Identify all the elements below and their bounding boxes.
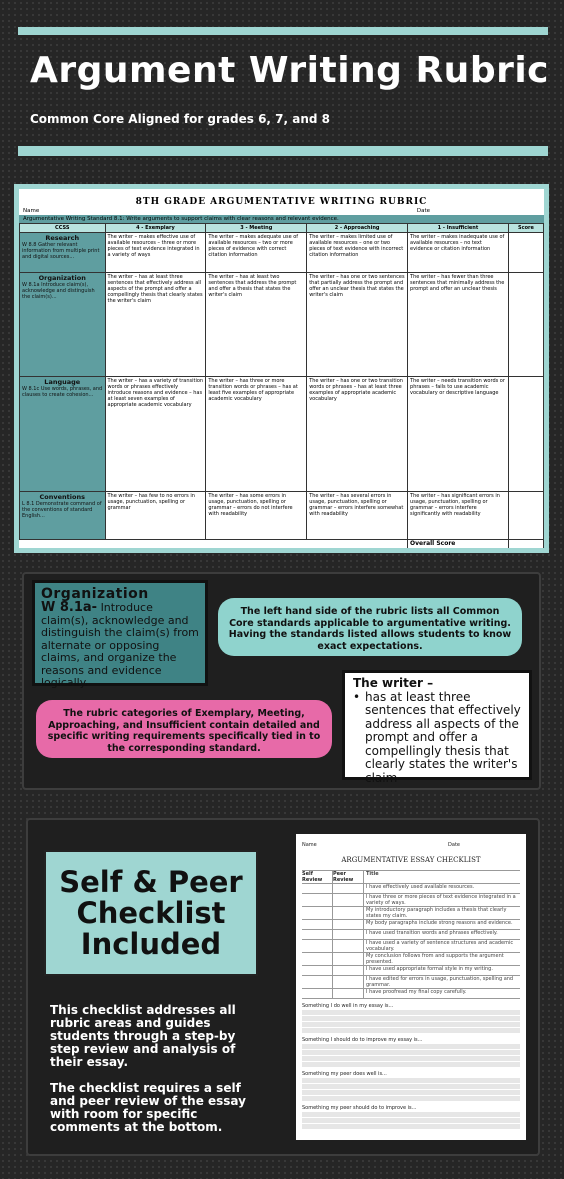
sheet-col-header: Title	[366, 871, 379, 877]
col-header: Score	[508, 224, 543, 233]
score-cell	[508, 377, 543, 492]
checklist-item-text: I have used transition words and phrases effectively.	[366, 930, 498, 936]
checklist-item-text: I have effectively used available resources.	[366, 884, 475, 890]
checklist-item	[302, 965, 520, 975]
rubric-cell: The writer – has at least three sentences that effectively address all aspects of the prompt and offer a compellingly thesis that clearly states the writer's claim	[105, 273, 206, 377]
rubric-cell: The writer – makes inadequate use of available resources – no text evidence or citation information	[408, 233, 509, 273]
comment-section	[302, 1003, 520, 1129]
checklist-item	[302, 883, 520, 893]
comment-prompt: Something my peer does well is...	[302, 1071, 387, 1077]
checklist-title: Self & Peer Checklist Included	[59, 864, 243, 961]
category-standard: W 8.8 Gather relevant information from multiple print and digital sources...	[22, 242, 100, 260]
checklist-item	[302, 906, 520, 919]
rubric-title: 8TH GRADE ARGUMENTATIVE WRITING RUBRIC	[135, 197, 428, 207]
header-top-bar	[18, 27, 548, 35]
checklist-item-text: My introductory paragraph includes a thesis that clearly states my claim.	[366, 907, 507, 919]
checklist-item	[302, 988, 520, 999]
sheet-col-header: Peer Review	[333, 871, 364, 883]
checklist-item-text: I have used a variety of sentence structures and academic vocabulary.	[366, 940, 514, 952]
rubric-frame	[14, 184, 549, 553]
rubric-header-row	[20, 224, 544, 233]
overall-label: Overall Score	[408, 540, 509, 549]
checklist-item	[302, 893, 520, 906]
writer-heading: The writer –	[353, 676, 434, 690]
teal-callout-bubble	[218, 598, 522, 656]
category-cell	[20, 492, 106, 540]
checklist-item	[302, 939, 520, 952]
name-label: Name	[23, 208, 40, 214]
checklist-description-2: The checklist requires a self and peer review of the essay with room for specific comments at the bottom.	[50, 1081, 246, 1134]
rubric-cell: The writer – has significant errors in usage, punctuation, spelling or grammar – errors interfere significantly with readability	[408, 492, 509, 540]
checklist-item-text: My body paragraphs include strong reasons and evidence.	[366, 920, 513, 926]
checklist-description-1: This checklist addresses all rubric areas and guides students through a step-by step review and analysis of their essay.	[50, 1003, 236, 1069]
bullet-icon: •	[353, 689, 361, 704]
rubric-cell: The writer – makes effective use of available resources – three or more pieces of text evidence integrated in a variety of ways	[105, 233, 206, 273]
checklist-item-text: I have used appropriate formal style in my writing.	[366, 966, 493, 972]
rubric-cell: The writer – makes limited use of available resources – one or two pieces of text evidence with incorrect citation information	[307, 233, 408, 273]
category-name: Organization	[38, 274, 86, 282]
organization-excerpt	[32, 580, 208, 689]
rubric-cell: The writer – has fewer than three sentences that minimally address the prompt and offer an unclear thesis	[408, 273, 509, 377]
writer-bullet	[353, 691, 521, 786]
teal-callout-text: The left hand side of the rubric lists all Common Core standards applicable to argumentative writing. Having the standards listed allows students to know exact expectations.	[228, 606, 512, 652]
rubric-cell: The writer – has three or more transition words or phrases – has at least five examples of appropriate academic vocabulary	[206, 377, 307, 492]
comment-prompt: Something I should do to improve my essay is...	[302, 1037, 423, 1043]
score-cell	[508, 273, 543, 377]
rubric-row	[20, 377, 544, 492]
checklist-item	[302, 929, 520, 939]
rubric-name-date	[19, 207, 544, 215]
checklist-title-box	[44, 850, 258, 976]
sheet-name-label: Name	[302, 842, 317, 848]
rubric-cell: The writer – makes adequate use of available resources – two or more pieces of evidence with correct citation information	[206, 233, 307, 273]
comment-prompt: Something I do well in my essay is...	[302, 1003, 394, 1009]
category-standard: W 8.1a Introduce claim(s), acknowledge and distinguish the claim(s)...	[22, 282, 95, 300]
checklist-item	[302, 975, 520, 988]
rubric-cell: The writer – has few to no errors in usage, punctuation, spelling or grammar	[105, 492, 206, 540]
score-cell	[508, 492, 543, 540]
col-header: 1 - Insufficient	[408, 224, 509, 233]
rubric-sheet	[19, 189, 544, 548]
checklist-item-text: I have three or more pieces of text evidence integrated in a variety of ways.	[366, 894, 516, 906]
checklist-sheet	[296, 834, 526, 1140]
category-name: Conventions	[39, 493, 85, 501]
sheet-title: ARGUMENTATIVE ESSAY CHECKLIST	[341, 856, 481, 864]
checklist-item-text: My conclusion follows from and supports the argument presented.	[366, 953, 504, 965]
date-label: Date	[416, 208, 430, 214]
checklist-item-text: I have edited for errors in usage, punctuation, spelling and grammar.	[366, 976, 514, 988]
sheet-name-date	[302, 842, 520, 848]
checklist-item	[302, 919, 520, 929]
writer-excerpt	[342, 670, 532, 785]
checklist-item	[302, 952, 520, 965]
organization-heading: Organization	[41, 586, 149, 602]
category-name: Language	[44, 378, 81, 386]
comment-prompt: Something my peer should do to improve is...	[302, 1105, 417, 1111]
category-standard: W 8.1c Use words, phrases, and clauses to create cohesion...	[22, 386, 103, 398]
organization-text: Introduce claim(s), acknowledge and distinguish the claim(s) from alternate or opposing claims, and organize the reasons and evidence logically.	[41, 601, 199, 689]
writer-text: has at least three sentences that effectively address all aspects of the prompt and offer a compellingly thesis that clearly states the writer's claim	[365, 689, 521, 785]
rubric-cell: The writer – has some errors in usage, punctuation, spelling or grammar – errors do not interfere with readability	[206, 492, 307, 540]
overall-score-cell	[508, 540, 543, 549]
pink-callout-text: The rubric categories of Exemplary, Meeting, Approaching, and Insufficient contain detailed and specific writing requirements specifically tied in to the corresponding standard.	[47, 708, 321, 754]
score-cell	[508, 233, 543, 273]
rubric-row	[20, 492, 544, 540]
rubric-cell: The writer – has a variety of transition words or phrases effectively introduce reasons and evidence – has at least seven examples of appropriate academic vocabulary	[105, 377, 206, 492]
category-cell	[20, 233, 106, 273]
col-header: 4 - Exemplary	[105, 224, 206, 233]
organization-standard-code: W 8.1a-	[41, 600, 98, 615]
organization-body	[41, 602, 199, 690]
rubric-cell: The writer – has several errors in usage, punctuation, spelling or grammar – errors interfere somewhat with readability	[307, 492, 408, 540]
rubric-row	[20, 233, 544, 273]
explanation-panel	[22, 572, 541, 790]
sheet-date-label: Date	[448, 842, 460, 848]
overall-spacer	[20, 540, 408, 549]
rubric-cell: The writer – has at least two sentences that address the prompt and offer a thesis that states the writer's claim	[206, 273, 307, 377]
col-header: 3 - Meeting	[206, 224, 307, 233]
pink-callout-bubble	[36, 700, 332, 758]
checklist-item-text: I have proofread my final copy carefully.	[366, 989, 467, 995]
category-standard: L 8.1 Demonstrate command of the conventions of standard English...	[22, 501, 102, 519]
rubric-cell: The writer – needs transition words or phrases – fails to use academic vocabulary or descriptive language	[408, 377, 509, 492]
rubric-table	[19, 223, 544, 548]
sheet-header-row	[302, 870, 520, 883]
col-header: CCSS	[20, 224, 106, 233]
sheet-col-header: Self Review	[302, 871, 333, 883]
category-cell	[20, 377, 106, 492]
header-bottom-bar	[18, 146, 548, 156]
rubric-cell: The writer – has one or two transition words or phrases – has at least three examples of appropriate academic vocabulary	[307, 377, 408, 492]
standard-line: Argumentative Writing Standard 8.1: Write arguments to support claims with clear reasons and relevant evidence.	[19, 215, 544, 223]
category-cell	[20, 273, 106, 377]
col-header: 2 - Approaching	[307, 224, 408, 233]
rubric-row	[20, 273, 544, 377]
checklist-panel	[26, 818, 540, 1156]
overall-row	[20, 540, 544, 549]
page-title: Argument Writing Rubric	[30, 50, 550, 91]
rubric-cell: The writer – has one or two sentences that partially address the prompt and offer an unclear thesis that states the writer's claim	[307, 273, 408, 377]
page-subtitle: Common Core Aligned for grades 6, 7, and 8	[30, 112, 331, 126]
category-name: Research	[45, 234, 80, 242]
